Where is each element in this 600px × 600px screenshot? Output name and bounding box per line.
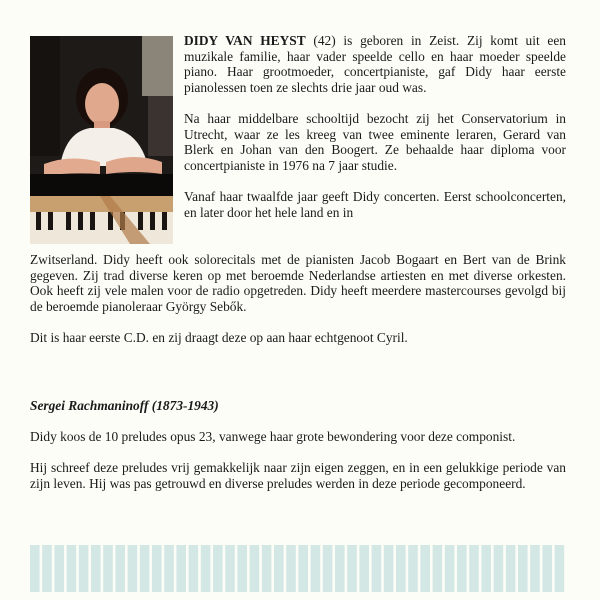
piano-key xyxy=(237,545,247,592)
piano-key xyxy=(201,545,211,592)
piano-key xyxy=(189,545,199,592)
bio-continued xyxy=(30,252,566,346)
bio-text xyxy=(184,33,566,220)
piano-key xyxy=(164,545,174,592)
piano-key xyxy=(213,545,223,592)
piano-key xyxy=(274,545,284,592)
piano-key xyxy=(530,545,540,592)
bio-paragraph-3-start: Vanaf haar twaalfde jaar geeft Didy concerten. Eerst schoolconcerten, en later door het hele land en in xyxy=(184,188,566,220)
piano-key xyxy=(140,545,150,592)
piano-key xyxy=(79,545,89,592)
piano-key xyxy=(103,545,113,592)
piano-key xyxy=(384,545,394,592)
piano-key xyxy=(115,545,125,592)
piano-key xyxy=(311,545,321,592)
piano-key xyxy=(323,545,333,592)
composer-section xyxy=(30,398,566,492)
piano-key xyxy=(555,545,565,592)
piano-key xyxy=(469,545,479,592)
piano-key xyxy=(286,545,296,592)
piano-key xyxy=(408,545,418,592)
bio-paragraph-2: Na haar middelbare schooltijd bezocht zij het Conservatorium in Utrecht, waar ze les kreeg van twee eminente leraren, Gerard van Blerk en Johan van den Boogert. Ze behaalde haar diploma voor concertpianiste in 1976 na 7 jaar studie. xyxy=(184,110,566,173)
piano-key xyxy=(91,545,101,592)
piano-key xyxy=(347,545,357,592)
bio-intro-text: (42) is geboren in Zeist. Zij komt uit een muzikale familie, haar vader speelde cello en haar moeder speelde piano. Haar grootmoeder, concertpianiste, gaf Didy haar eerste pianolessen toen ze slechts drie jaar oud was. xyxy=(184,33,567,95)
piano-key xyxy=(359,545,369,592)
composer-paragraph-1: Didy koos de 10 preludes opus 23, vanwege haar grote bewondering voor deze componist. xyxy=(30,429,516,445)
piano-key xyxy=(128,545,138,592)
composer-heading: Sergei Rachmaninoff (1873-1943) xyxy=(30,398,219,413)
bio-paragraph-4: Dit is haar eerste C.D. en zij draagt deze op aan haar echtgenoot Cyril. xyxy=(30,329,408,345)
piano-key xyxy=(372,545,382,592)
piano-key xyxy=(225,545,235,592)
piano-key xyxy=(433,545,443,592)
piano-key xyxy=(152,545,162,592)
artist-photo xyxy=(30,36,173,244)
piano-key xyxy=(457,545,467,592)
piano-key xyxy=(262,545,272,592)
piano-key xyxy=(67,545,77,592)
piano-key xyxy=(176,545,186,592)
bio-paragraph-3-rest: Zwitserland. Didy heeft ook solorecitals met de pianisten Jacob Bogaart en Bert van de Brink gegeven. Zij trad diverse keren op met beroemde Nederlandse artiesten en met diverse orkesten. Ook heeft zij vele malen voor de radio opgetreden. Didy heeft meerdere mastercourses gevolgd bij de beroemde pianoleraar György Sebők. xyxy=(30,252,566,314)
composer-paragraph-2: Hij schreef deze preludes vrij gemakkelijk naar zijn eigen zeggen, en in een gelukkige periode van zijn leven. Hij was pas getrouwd en diverse preludes werden in deze periode gecomponeerd. xyxy=(30,460,566,491)
keys-group xyxy=(30,545,564,592)
piano-key xyxy=(518,545,528,592)
piano-key xyxy=(335,545,345,592)
piano-keys-decoration xyxy=(30,545,566,592)
piano-key xyxy=(42,545,52,592)
artist-name: DIDY VAN HEYST xyxy=(184,33,306,48)
piano-key xyxy=(420,545,430,592)
piano-key xyxy=(250,545,260,592)
piano-key xyxy=(445,545,455,592)
piano-key xyxy=(298,545,308,592)
piano-key xyxy=(396,545,406,592)
piano-key xyxy=(54,545,64,592)
piano-key xyxy=(30,545,40,592)
piano-key xyxy=(494,545,504,592)
bio-paragraph-1 xyxy=(184,33,566,95)
piano-key xyxy=(481,545,491,592)
piano-key xyxy=(506,545,516,592)
piano-key xyxy=(542,545,552,592)
